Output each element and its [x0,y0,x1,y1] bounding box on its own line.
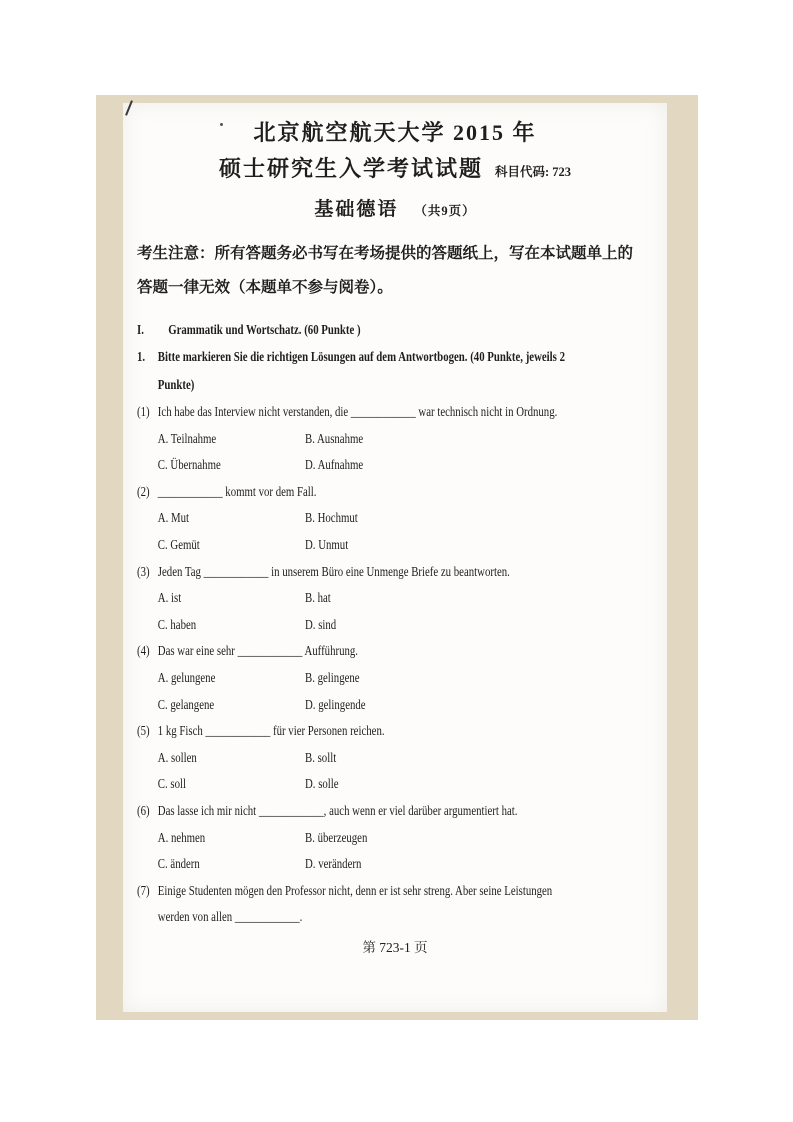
option-d: D. Aufnahme [305,457,364,473]
exam-paper-page [123,103,667,1012]
question-stem [137,638,653,665]
question-list [137,399,653,931]
task-instruction-text: Bitte markieren Sie die richtigen Lösungen auf dem Antwortbogen. (40 Punkte, jeweils 2 [157,349,565,364]
question-number: (7) [137,882,150,898]
option-a: A. ist [157,590,182,606]
question-text: ____________ kommt vor dem Fall. [157,483,317,499]
question-stem [137,479,653,506]
option-a: A. Mut [157,510,190,526]
option-d: D. sind [305,616,337,632]
options-row-ab [137,745,653,772]
option-b: B. Hochmut [305,510,358,526]
question-stem [137,559,653,586]
subject-title-row [123,198,667,223]
section-heading [137,316,653,343]
option-c: C. gelangene [157,696,215,712]
question-stem [137,399,653,426]
question-text: Ich habe das Interview nicht verstanden, die ____________ war technisch nicht in Ordnung. [157,404,558,419]
option-c: C. ändern [157,856,200,872]
option-d: D. Unmut [305,536,349,552]
question-text-continuation: werden von allen ____________. [157,909,303,925]
option-a: A. nehmen [157,829,206,845]
option-b: B. hat [305,590,331,606]
exam-type-title: 硕士研究生入学考试试题 [218,156,483,181]
option-a: A. sollen [157,749,197,765]
options-row-cd [137,771,653,798]
options-row-ab [137,665,653,692]
pen-mark [125,100,133,116]
question-number: (1) [137,404,150,419]
candidate-notice [137,237,653,305]
scan-backdrop-mat [96,95,698,1020]
option-d: D. gelingende [305,696,366,712]
question-1 [137,399,653,479]
ink-speck [220,123,223,126]
question-stem [137,878,653,905]
question-number: (2) [137,483,150,499]
options-row-ab [137,426,653,453]
option-d: D. verändern [305,856,362,872]
question-5 [137,718,653,798]
question-3 [137,559,653,639]
task-instruction [137,343,653,399]
task-number: 1. [137,349,146,364]
options-row-ab [137,505,653,532]
option-b: B. überzeugen [305,829,368,845]
option-b: B. gelingene [305,669,360,685]
question-text: 1 kg Fisch ____________ für vier Personen reichen. [157,723,385,739]
question-text: Jeden Tag ____________ in unserem Büro eine Unmenge Briefe zu beantworten. [157,563,510,579]
options-row-cd [137,532,653,559]
question-number: (6) [137,802,150,818]
question-text: Das war eine sehr ____________ Aufführung. [157,643,358,659]
option-c: C. Übernahme [157,457,221,473]
option-c: C. haben [157,616,197,632]
page-count-note: （共9页） [414,204,476,218]
page-number-footer: 第 723-1 页 [362,939,428,955]
option-c: C. soll [157,776,187,792]
exam-type-title-row [123,156,667,185]
task-instruction-line-1 [137,343,653,371]
options-row-cd [137,692,653,719]
option-b: B. Ausnahme [305,430,364,446]
question-6 [137,798,653,878]
option-d: D. solle [305,776,339,792]
options-row-ab [137,825,653,852]
option-b: B. sollt [305,749,337,765]
option-c: C. Gemüt [157,536,200,552]
notice-line-2: 答题一律无效（本题单不参与阅卷）。 [137,279,393,296]
option-a: A. gelungene [157,669,216,685]
question-7 [137,878,653,931]
question-number: (5) [137,723,150,739]
question-number: (4) [137,643,150,659]
options-row-cd [137,851,653,878]
options-row-cd [137,612,653,639]
question-stem [137,718,653,745]
question-text: Einige Studenten mögen den Professor nicht, denn er ist sehr streng. Aber seine Leistungen [157,882,553,898]
option-a: A. Teilnahme [157,430,217,446]
university-year-title: 北京航空航天大学 2015 年 [253,120,537,145]
section-numeral: I. [137,322,144,337]
subject-name: 基础德语 [314,199,399,220]
section-title: Grammatik und Wortschatz. (60 Punkte ) [168,322,361,337]
question-2 [137,479,653,559]
question-number: (3) [137,563,150,579]
question-text: Das lasse ich mir nicht ____________, auch wenn er viel darüber argumentiert hat. [157,802,518,818]
subject-code: 科目代码: 723 [494,165,572,179]
question-4 [137,638,653,718]
options-row-cd [137,452,653,479]
notice-line-1: 考生注意：所有答题务必书写在考场提供的答题纸上，写在本试题单上的 [137,245,634,262]
question-stem [137,798,653,825]
task-instruction-line-2: Punkte) [157,377,195,392]
options-row-ab [137,585,653,612]
